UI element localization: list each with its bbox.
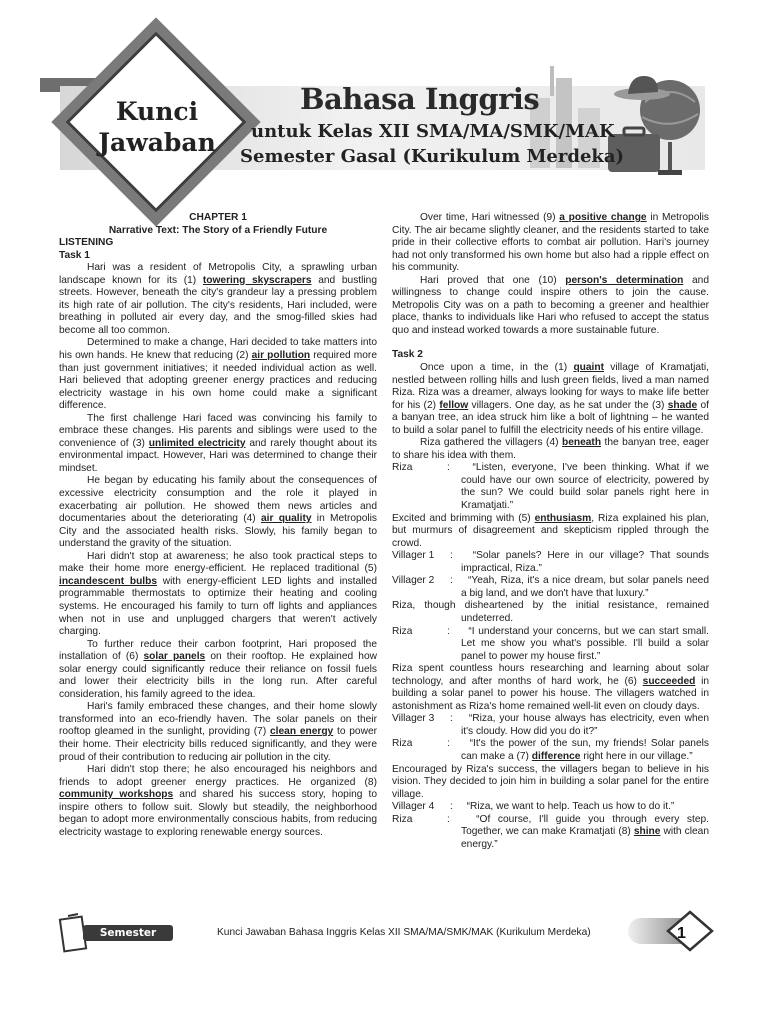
task1-heading: Task 1 bbox=[59, 249, 90, 261]
dialogue-line: Villager 4 : “Riza, we want to help. Teach us how to do it.” bbox=[392, 801, 675, 813]
left-column bbox=[59, 212, 377, 839]
paragraph: The first challenge Hari faced was convincing his family to embrace these changes. His parents and siblings were used to the convenience of (3) unlimited electricity and rarely thought about its environmental impact. However, Hari was determined to change their mindset. bbox=[59, 412, 377, 474]
right-column bbox=[392, 212, 709, 851]
chapter-subheading: Narrative Text: The Story of a Friendly Future bbox=[108, 224, 328, 236]
dialogue-line: Villager 2 : “Yeah, Riza, it's a nice dream, but solar panels need a big land, and we don't have that luxury.” bbox=[392, 575, 709, 599]
book-title: Bahasa Inggris bbox=[300, 82, 540, 116]
paragraph: Hari proved that one (10) person's determination and willingness to change could inspire others to join the cause. Metropolis City was on a path to becoming a greener and healthier place, thanks to individuals like Hari who refused to accept the status quo and instead worked towards a more sustainable future. bbox=[392, 274, 709, 336]
paragraph: Riza spent countless hours researching and learning about solar technology, and after months of hard work, he (6) succeeded in building a solar panel to power his house. The villagers watched in astonishment as Riza's home remained well-lit even on cloudy days. bbox=[392, 663, 709, 712]
chapter-heading: CHAPTER 1 bbox=[189, 212, 247, 223]
book-subtitle: untuk Kelas XII SMA/MA/SMK/MAK bbox=[251, 121, 615, 142]
dialogue-line: Riza : “Listen, everyone, I've been thinking. What if we could have our own source of electricity, powered by the sun? We could build solar panels right here in Kramatjati.” bbox=[392, 462, 709, 512]
kunci-line: Kunci bbox=[115, 97, 199, 126]
page-number: 1 bbox=[677, 925, 686, 942]
dialogue-line: Riza : “It's the power of the sun, my friends! Solar panels can make a (7) difference right here in our village.” bbox=[392, 738, 709, 762]
semester-badge: Semester Gasal bbox=[83, 925, 173, 941]
paragraph: Hari's family embraced these changes, and their home slowly transformed into an eco-friendly haven. The solar panels on their rooftop gleamed in the sunlight, providing (7) clean energy to power their home. Their electricity bills reduced significantly, and they were proud of their contribution to reducing air pollution in the city. bbox=[59, 701, 378, 763]
paragraph: He began by educating his family about the consequences of excessive electricity consumption and the role it played in exacerbating air pollution. He showed them news articles and documentaries about the deteriorating (4) air quality in Metropolis City and the associated health risks. Slowly, his family began to understand the gravity of the situation. bbox=[59, 475, 378, 550]
paragraph: Hari didn't stop at awareness; he also took practical steps to make their home more energy-efficient. He replaced traditional (5) incandescent bulbs with energy-efficient LED lights and installed programmable thermostats to optimize their heating and cooling systems. He encouraged his family to turn off lights and appliances when not in use and unplugged chargers that weren't actively charging. bbox=[59, 550, 377, 638]
paragraph: Excited and brimming with (5) enthusiasm, Riza explained his plan, but murmurs of disagreement and skepticism rippled through the crowd. bbox=[392, 512, 709, 549]
task2-heading: Task 2 bbox=[392, 349, 423, 361]
jawaban-line: Jawaban bbox=[98, 128, 216, 157]
paragraph: Determined to make a change, Hari decided to take matters into his own hands. He knew that reducing (2) air pollution required more than just government initiatives; it needed individual action as well. Hari believed that adopting greener energy practices and reducing electricity wastage in his own home could make a significant difference. bbox=[59, 337, 377, 412]
page-number-tab bbox=[620, 910, 720, 952]
paragraph: Riza gathered the villagers (4) beneath the banyan tree, eager to share his idea with them. bbox=[392, 437, 709, 461]
dialogue-line: Villager 1 : “Solar panels? Here in our village? That sounds impractical, Riza.” bbox=[392, 550, 709, 574]
paragraph: Over time, Hari witnessed (9) a positive change in Metropolis City. The air became slightly cleaner, and the residents started to take pride in their collective efforts to combat air pollution. Hari's journey had not only transformed his own home but also had a ripple effect on his community. bbox=[392, 212, 709, 274]
kunci-jawaban-label bbox=[95, 96, 219, 158]
section-heading: LISTENING bbox=[59, 237, 114, 249]
dialogue-line: Riza : “I understand your concerns, but we can start small. Let me show you what's possible. I'll build a solar panel to power my house first.” bbox=[392, 625, 709, 662]
paragraph: Hari didn't stop there; he also encouraged his neighbors and friends to adopt greener energy practices. He organized (8) community workshops and shared his success story, hoping to inspire others to follow suit. Slowly but steadily, the neighborhood began to adopt more environmentally conscious habits, from reducing electricity wastage to exploring renewable energy sources. bbox=[59, 764, 377, 838]
book-semester: Semester Gasal (Kurikulum Merdeka) bbox=[240, 146, 625, 167]
paragraph: Encouraged by Riza's success, the villagers began to believe in his vision. They decided to join him in building a solar panel for the entire village. bbox=[392, 763, 709, 800]
page-header bbox=[0, 0, 768, 205]
dialogue-line: Riza : “Of course, I'll guide you through every step. Together, we can make Kramatjati (8) shine with clean energy.” bbox=[392, 813, 709, 850]
dialogue-line: Villager 3 : “Riza, your house always has electricity, even when it's cloudy. How did you do it?” bbox=[392, 713, 709, 737]
paragraph: Once upon a time, in the (1) quaint village of Kramatjati, nestled between rolling hills and lush green fields, lived a man named Riza. Riza was a dreamer, always looking for ways to make life better for his (2) fellow villagers. One day, as he sat under the (3) shade of a banyan tree, an idea struck him like a bolt of lightning – he wanted to build a solar panel to fulfill the electricity needs of his entire village. bbox=[392, 362, 710, 436]
footer-text: Kunci Jawaban Bahasa Inggris Kelas XII SMA/MA/SMK/MAK (Kurikulum Merdeka) bbox=[217, 927, 591, 938]
paragraph: Riza, though disheartened by the initial resistance, remained undeterred. bbox=[392, 600, 709, 624]
paragraph: Hari was a resident of Metropolis City, a sprawling urban landscape known for its (1) towering skyscrapers and bustling streets. However, beneath the city's grandeur lay a pressing problem its high rate of air pollution. The city's residents, Hari included, were breathing in polluted air every day, and the smog-filled skies had become all too common. bbox=[59, 262, 377, 336]
paragraph: To further reduce their carbon footprint, Hari proposed the installation of (6) solar panels on their rooftop. He explained how solar energy could significantly reduce their reliance on fossil fuels and lower their electricity bills in the long run. After careful consideration, his family agreed to the idea. bbox=[59, 638, 377, 700]
